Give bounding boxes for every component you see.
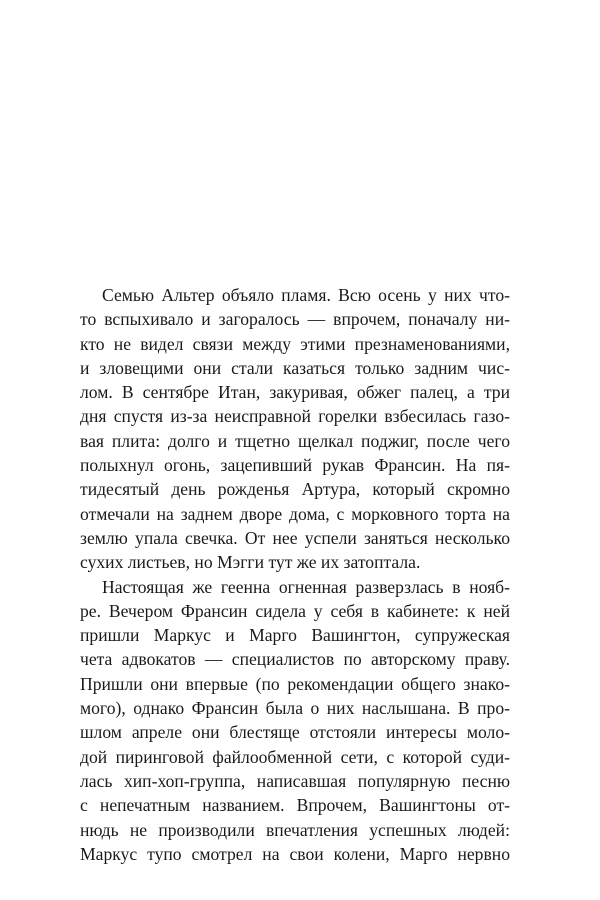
text-line: землю упала свечка. От нее успели заняться несколько bbox=[80, 527, 510, 548]
text-line: вая плита: долго и тщетно щелкал поджиг, после чего bbox=[80, 430, 510, 451]
text-line: отмечали на заднем дворе дома, с морковного торта на bbox=[80, 503, 510, 524]
paragraph-1 bbox=[80, 283, 510, 575]
text-line: шлом апреле они блестяще отстояли интересы моло- bbox=[80, 722, 510, 743]
text-line: тидесятый день рожденья Артура, который скромно bbox=[80, 479, 510, 500]
text-line: с непечатным названием. Впрочем, Вашингтоны от- bbox=[80, 795, 510, 816]
text-line: сухих листьев, но Мэгги тут же их затоптала. bbox=[80, 552, 421, 573]
text-line: и зловещими они стали казаться только задним чис- bbox=[80, 357, 510, 378]
text-line: дой пиринговой файлообменной сети, с которой суди- bbox=[80, 746, 510, 767]
paragraph-2 bbox=[80, 575, 510, 867]
text-line: полыхнул огонь, зацепивший рукав Франсин. На пя- bbox=[80, 455, 510, 476]
text-line: нюдь не производили впечатления успешных людей: bbox=[80, 819, 510, 840]
text-line: Маркус тупо смотрел на свои колени, Марго нервно bbox=[80, 843, 510, 864]
text-line: Пришли они впервые (по рекомендации общего знако- bbox=[80, 673, 510, 694]
text-line: ре. Вечером Франсин сидела у себя в кабинете: к ней bbox=[80, 600, 510, 621]
text-line: Семью Альтер объяло пламя. Всю осень у них что- bbox=[102, 285, 510, 305]
text-line: лась хип-хоп-группа, написавшая популярную песню bbox=[80, 770, 510, 791]
text-line: пришли Маркус и Марго Вашингтон, супружеская bbox=[80, 625, 510, 646]
text-line: чета адвокатов — специалистов по авторскому праву. bbox=[80, 649, 510, 670]
text-line: то вспыхивало и загоралось — впрочем, поначалу ни- bbox=[80, 309, 510, 330]
text-line: мого), однако Франсин была о них наслышана. В про- bbox=[80, 698, 510, 719]
text-line: кто не видел связи между этими презнаменованиями, bbox=[80, 333, 510, 354]
text-line: Настоящая же геенна огненная разверзлась в нояб- bbox=[102, 576, 510, 597]
text-block bbox=[80, 283, 510, 866]
text-line: лом. В сентябре Итан, закуривая, обжег палец, а три bbox=[80, 382, 510, 403]
text-line: дня спустя из-за неисправной горелки взбесилась газо- bbox=[80, 406, 510, 427]
